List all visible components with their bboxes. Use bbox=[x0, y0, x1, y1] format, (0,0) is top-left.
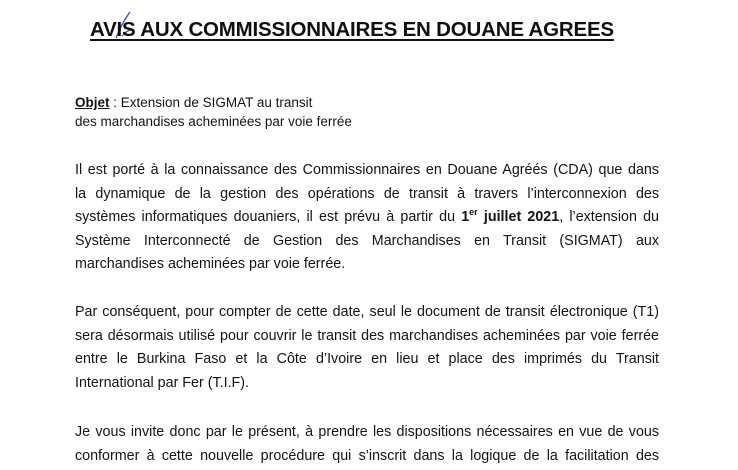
paragraph-2-line-3: entre le Burkina Faso et la Côte d’Ivoire en lieu et place des imprimés du Transit bbox=[75, 351, 659, 368]
notice-title: AVIS AUX COMMISSIONNAIRES EN DOUANE AGREES bbox=[90, 18, 614, 41]
effective-date-suffix: er bbox=[469, 207, 478, 218]
effective-date-month-year: juillet 2021 bbox=[477, 209, 560, 226]
paragraph-2-line-4: International par Fer (T.I.F). bbox=[75, 374, 250, 391]
paragraph-1 bbox=[75, 159, 659, 277]
paragraph-1-line-2: la dynamique de la gestion des opérations de transit à travers l’interconnexion des bbox=[75, 185, 659, 202]
subject-line-2: des marchandises acheminées par voie ferrée bbox=[75, 114, 352, 129]
paragraph-1-line-1: Il est porté à la connaissance des Commissionnaires en Douane Agréés (CDA) que dans bbox=[75, 162, 659, 178]
subject-label: Objet bbox=[75, 95, 110, 110]
effective-date bbox=[461, 209, 559, 225]
paragraph-1-line-3-start: systèmes informatiques douaniers, il est prévu à partir du bbox=[75, 209, 462, 226]
paragraph-1-line-4: Système Interconnecté de Gestion des Marchandises en Transit (SIGMAT) aux bbox=[75, 232, 659, 249]
paragraph-1-line-5: marchandises acheminées par voie ferrée. bbox=[75, 256, 346, 273]
paragraph-3 bbox=[75, 421, 659, 468]
subject-separator: : bbox=[109, 95, 121, 110]
subject-block bbox=[75, 93, 352, 131]
paragraph-1-line-3 bbox=[75, 206, 659, 230]
paragraph-2-line-2: sera désormais utilisé pour couvrir le transit des marchandises acheminées par voie ferrée bbox=[75, 327, 659, 344]
paragraph-3-line-1: Je vous invite donc par le présent, à prendre les dispositions nécessaires en vue de vous bbox=[75, 424, 659, 440]
subject-line-1: Extension de SIGMAT au transit bbox=[120, 95, 313, 110]
paragraph-2-line-1: Par conséquent, pour compter de cette date, seul le document de transit électronique (T1) bbox=[75, 304, 659, 320]
paragraph-3-line-2: conformer à cette nouvelle procédure qui s’inscrit dans la logique de la facilitation des bbox=[75, 447, 659, 464]
paragraph-2 bbox=[75, 301, 659, 395]
paragraph-1-line-3-end: , l’extension du bbox=[559, 209, 659, 226]
effective-date-day: 1 bbox=[461, 209, 470, 226]
